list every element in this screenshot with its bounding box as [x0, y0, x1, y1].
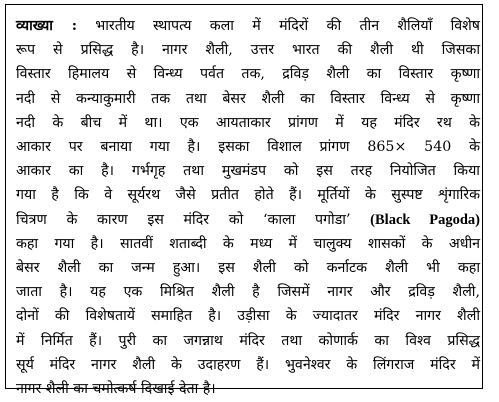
paragraph-line: जाता है। यह एक मिश्रित शैली है जिसमें नागर और द्रविड़ शैली, — [16, 284, 480, 301]
explanation-paragraph — [16, 14, 480, 401]
paragraph-line: व्याख्या : भारतीय स्थापत्य कला में मंदिरों की तीन शैलियाँ विशेष — [16, 18, 480, 34]
paragraph-line: आकार पर बनाया गया है। इसका विशाल प्रांगण 865× 540 के — [16, 139, 480, 156]
paragraph-line: सूर्य मंदिर नागर शैली के उदाहरण हैं। भुवनेश्वर के लिंगराज मंदिर में — [16, 356, 480, 373]
paragraph-line: चित्रण के कारण इस मंदिर को ‘काला पगोडा’ (Black Pagoda) — [16, 211, 480, 228]
paragraph-line: दोनों की विशेषतायें समाहित है। उड़ीसा के ज्यादातर मंदिर नागर शैली — [16, 308, 480, 325]
paragraph-line: आकार का है। गर्भगृह तथा मुखमंडप को इस तरह नियोजित किया — [16, 163, 480, 180]
text-box — [5, 4, 483, 398]
heading-label: व्याख्या : — [16, 18, 77, 34]
paragraph-line: गया है कि वे सूर्यरथ जैसे प्रतीत होते हैं। मूर्तियों के सुस्पष्ट शृंगारिक — [16, 187, 480, 204]
paragraph-line: विस्तार हिमालय से विन्ध्य पर्वत तक, द्रविड़ शैली का विस्तार कृष्णा — [16, 66, 480, 83]
paragraph-line: में निर्मित हैं। पुरी का जगन्नाथ मंदिर तथा कोणार्क का विश्व प्रसिद्ध — [16, 332, 480, 349]
paragraph-line: नागर शैली का चमोत्कर्ष दिखाई देता है। — [16, 381, 216, 398]
paragraph-line: नदी से कन्याकुमारी तक तथा बेसर शैली का विस्तार विन्ध्य से कृष्णा — [16, 90, 480, 107]
paragraph-line: रूप से प्रसिद्ध है। नागर शैली, उत्तर भारत की शैली थी जिसका — [16, 42, 480, 59]
latin-term: (Black Pagoda) — [370, 211, 480, 228]
paragraph-line: कहा गया है। सातवीं शताब्दी के मध्य में चालुक्य शासकों के अधीन — [16, 235, 480, 252]
paragraph-line: नदी के बीच में था। एक आयताकार प्रांगण में यह मंदिर रथ के — [16, 114, 480, 131]
paragraph-line: बेसर शैली का जन्म हुआ। इस शैली को कर्नाटक शैली भी कहा — [16, 260, 480, 277]
